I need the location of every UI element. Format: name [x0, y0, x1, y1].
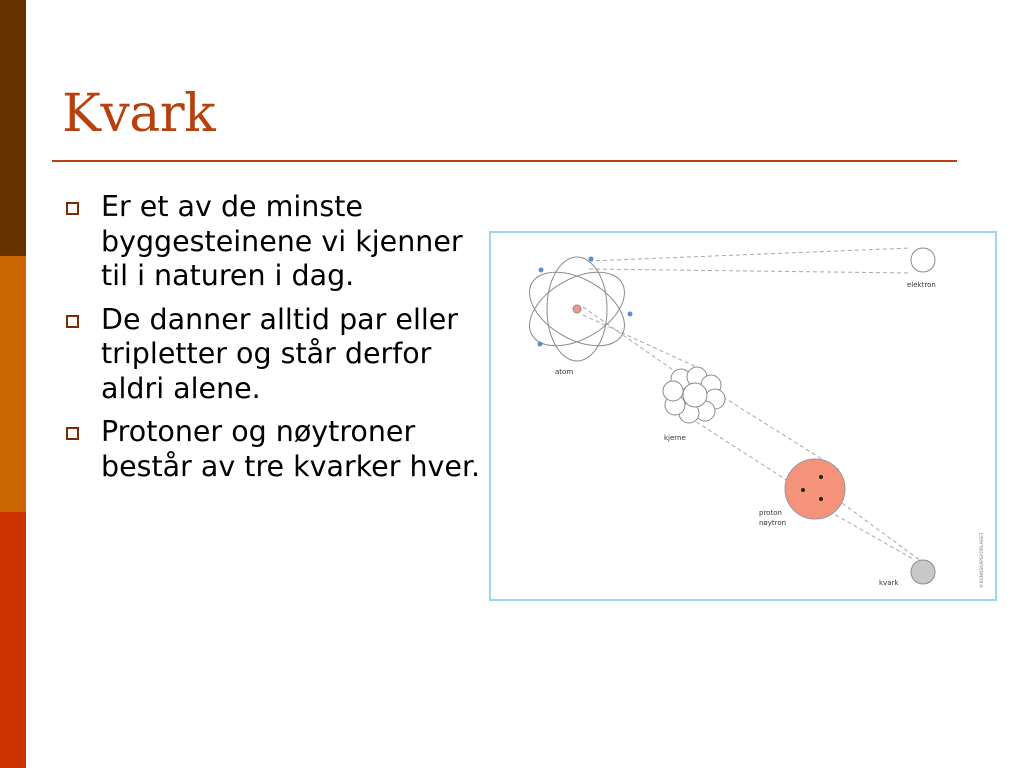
electron-icon [911, 248, 935, 272]
bullet-text: Protoner og nøytroner består av tre kvarker hver. [101, 415, 481, 483]
hollow-square-icon [66, 315, 79, 328]
hollow-square-icon [66, 202, 79, 215]
nucleus-label: kjerne [664, 434, 686, 442]
zoom-lines [583, 248, 921, 561]
atom-structure-diagram [491, 233, 995, 599]
quark-icon [911, 560, 935, 584]
bullet-item [64, 415, 494, 484]
neutron-label: nøytron [759, 519, 787, 527]
bullet-list [64, 190, 494, 493]
bullet-item [64, 303, 494, 407]
electron-label: elektron [907, 281, 936, 289]
figure-credit: ©KUNNSKAPSFORLAGET [980, 532, 985, 588]
atom-icon [517, 257, 637, 362]
bullet-text: Er et av de minste byggesteinene vi kjenner til i naturen i dag. [101, 190, 463, 292]
side-bar-middle [0, 256, 26, 512]
side-bar-bottom [0, 512, 26, 768]
proton-label: proton [759, 509, 782, 517]
slide-title: Kvark [62, 84, 216, 144]
hollow-square-icon [66, 427, 79, 440]
title-divider [52, 160, 957, 162]
bullet-item [64, 190, 494, 294]
proton-icon [785, 459, 845, 519]
bullet-text: De danner alltid par eller tripletter og står derfor aldri alene. [101, 302, 459, 405]
nucleus-icon [663, 367, 725, 423]
side-bar-top [0, 0, 26, 256]
atom-label: atom [555, 368, 574, 376]
atom-structure-figure [489, 231, 997, 601]
quark-label: kvark [879, 579, 899, 587]
